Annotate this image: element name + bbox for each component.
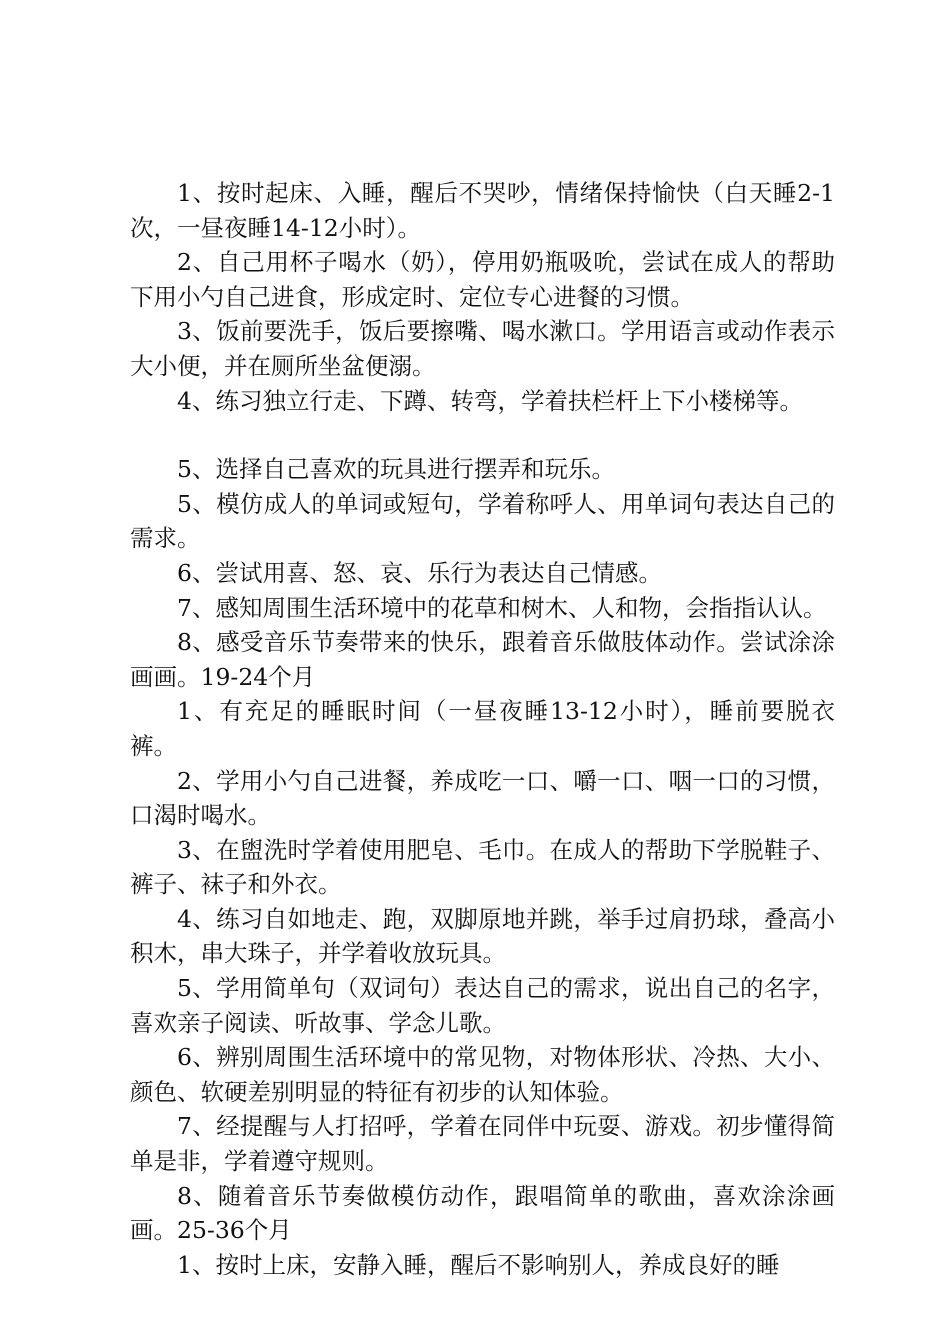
paragraph-9: 8、感受音乐节奏带来的快乐，跟着音乐做肢体动作。尝试涂涂画画。19-24个月	[130, 628, 835, 691]
paragraph-7: 6、尝试用喜、怒、哀、乐行为表达自己情感。	[177, 558, 662, 587]
paragraph-4: 4、练习独立行走、下蹲、转弯，学着扶栏杆上下小楼梯等。	[177, 386, 803, 415]
paragraph-3: 3、饭前要洗手，饭后要擦嘴、喝水漱口。学用语言或动作表示大小便，并在厕所坐盆便溺。	[130, 317, 835, 380]
paragraph-10: 1、有充足的睡眠时间（一昼夜睡13-12小时），睡前要脱衣裤。	[130, 697, 835, 760]
paragraph-8: 7、感知周围生活环境中的花草和树木、人和物，会指指认认。	[177, 593, 827, 622]
paragraph-11: 2、学用小勺自己进餐，养成吃一口、嚼一口、咽一口的习惯，口渴时喝水。	[130, 766, 835, 830]
paragraph-18: 1、按时上床，安静入睡，醒后不影响别人，养成良好的睡	[177, 1250, 780, 1279]
paragraph-16: 7、经提醒与人打招呼，学着在同伴中玩耍、游戏。初步懂得简单是非，学着遵守规则。	[130, 1112, 835, 1176]
paragraph-2: 2、自己用杯子喝水（奶），停用奶瓶吸吮，尝试在成人的帮助下用小勺自己进食，形成定时、定位专心进餐的习惯。	[130, 248, 835, 311]
paragraph-17: 8、随着音乐节奏做模仿动作，跟唱简单的歌曲，喜欢涂涂画画。25-36个月	[130, 1181, 835, 1245]
paragraph-12: 3、在盥洗时学着使用肥皂、毛巾。在成人的帮助下学脱鞋子、裤子、袜子和外衣。	[130, 835, 835, 899]
paragraph-14: 5、学用简单句（双词句）表达自己的需求，说出自己的名字，喜欢亲子阅读、听故事、学念儿歌。	[130, 974, 835, 1037]
paragraph-6: 5、模仿成人的单词或短句，学着称呼人、用单词句表达自己的需求。	[130, 489, 835, 553]
paragraph-13: 4、练习自如地走、跑，双脚原地并跳，举手过肩扔球，叠高小积木，串大珠子，并学着收放玩具。	[130, 904, 835, 968]
document-body	[130, 176, 835, 1282]
paragraph-15: 6、辨别周围生活环境中的常见物，对物体形状、冷热、大小、颜色、软硬差别明显的特征有初步的认知体验。	[130, 1043, 835, 1106]
paragraph-5: 5、选择自己喜欢的玩具进行摆弄和玩乐。	[177, 455, 615, 484]
paragraph-1: 1、按时起床、入睡，醒后不哭吵，情绪保持愉快（白天睡2-1次，一昼夜睡14-12小时）。	[130, 179, 835, 242]
